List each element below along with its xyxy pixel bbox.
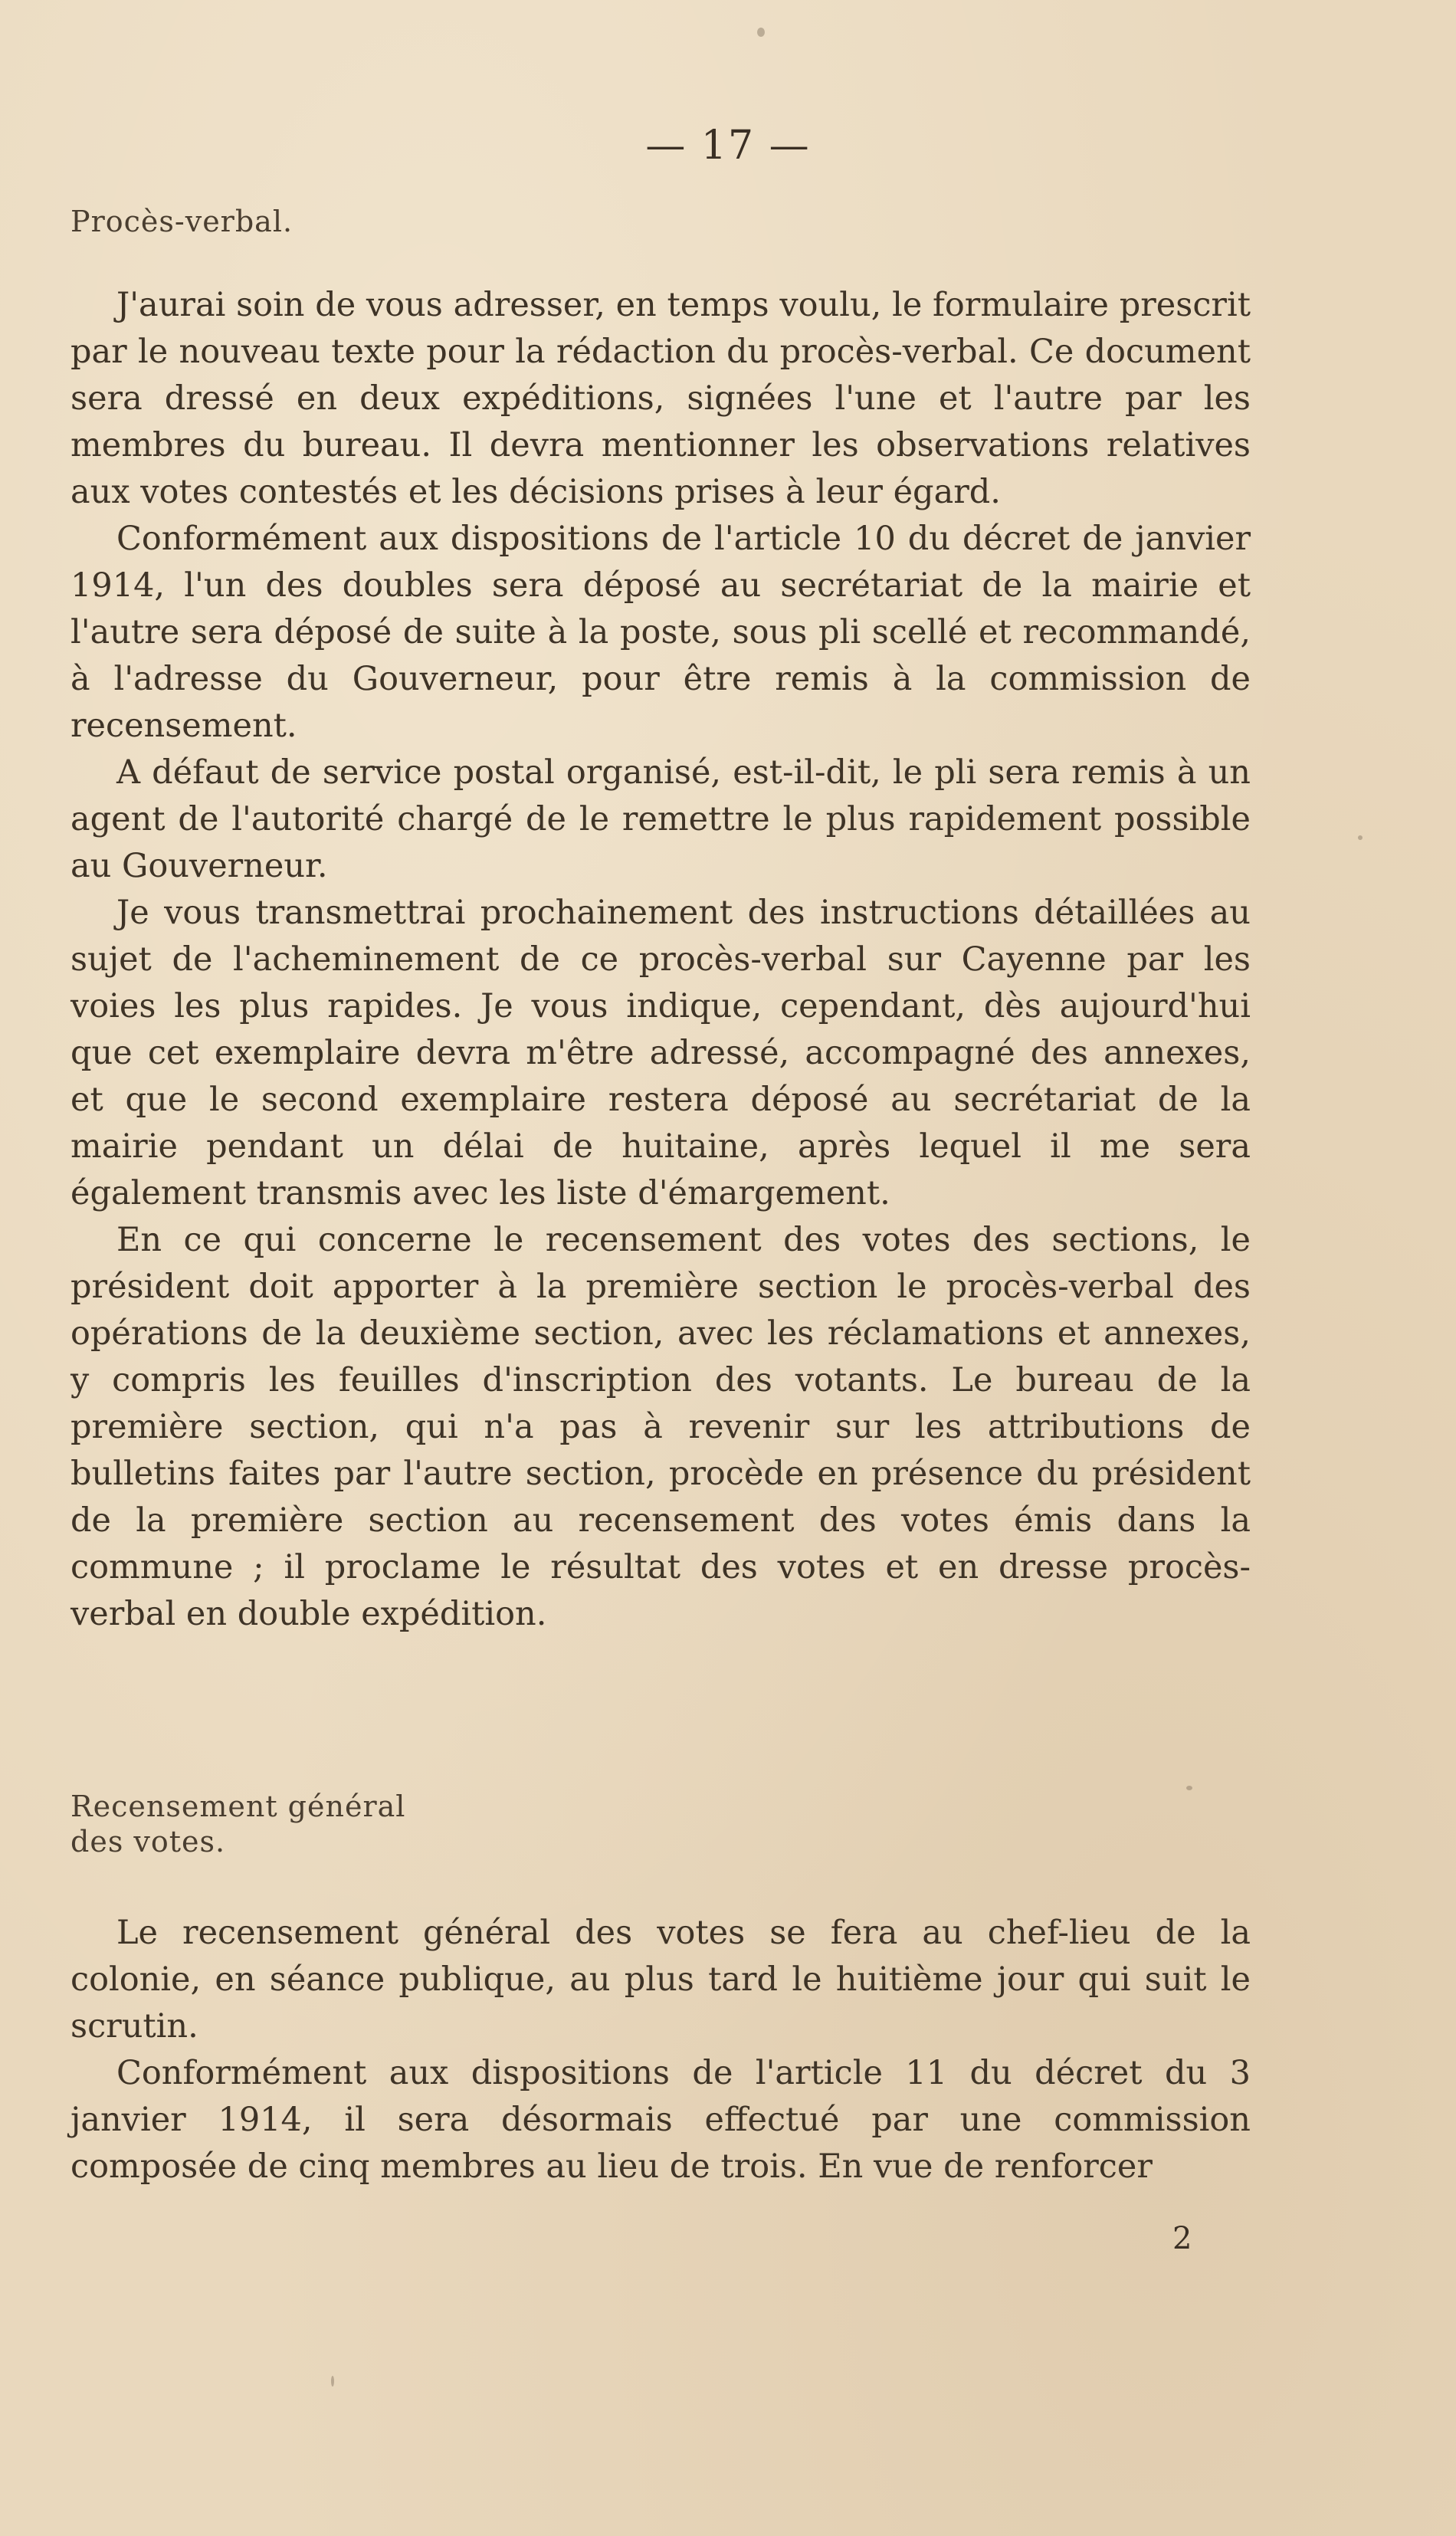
paper-speck	[757, 28, 765, 37]
paper-speck	[1186, 1786, 1192, 1790]
section-proces-verbal	[71, 282, 1251, 1638]
paragraph: En ce qui concerne le recensement des votes des sections, le président doit apporter à la première section le procès-verbal des opérations de la deuxième section, avec les réclamations et annexes, y compris les feuilles d'inscription des votants. Le bureau de la première section, qui n'a pas à revenir sur les attributions de bulletins faites par l'autre section, procède en présence du président de la première section au recensement des votes émis dans la commune ; il proclame le résultat des votes et en dresse procès-verbal en double expédition.	[71, 1221, 1251, 1633]
paragraph: Je vous transmettrai prochainement des instructions détaillées au sujet de l'acheminement de ce procès-verbal sur Cayenne par les voies les plus rapides. Je vous indique, cependant, dès aujourd'hui que cet exemplaire devra m'être adressé, accompagné des annexes, et que le second exemplaire restera déposé au secrétariat de la mairie pendant un délai de huitaine, après lequel il me sera également transmis avec les liste d'émargement.	[71, 894, 1251, 1212]
paper-speck	[1358, 835, 1363, 840]
page-number: — 17 —	[645, 123, 811, 169]
paragraph: Conformément aux dispositions de l'article 10 du décret de janvier 1914, l'un des doubles sera déposé au secrétariat de la mairie et l'autre sera déposé de suite à la poste, sous pli scellé et recommandé, à l'adresse du Gouverneur, pour être remis à la commission de recensement.	[71, 520, 1251, 745]
paragraph: Conformément aux dispositions de l'article 11 du décret du 3 janvier 1914, il sera désormais effectué par une commission composée de cinq membres au lieu de trois. En vue de renforcer	[71, 2054, 1251, 2186]
margin-note-recensement-general: Recensement général des votes.	[71, 1790, 406, 1859]
paper-speck	[331, 2376, 334, 2387]
paragraph: A défaut de service postal organisé, est-il-dit, le pli sera remis à un agent de l'autorité chargé de le remettre le plus rapidement possible au Gouverneur.	[71, 753, 1251, 885]
margin-note-proces-verbal: Procès-verbal.	[71, 205, 293, 238]
section-recensement-general	[71, 1910, 1251, 2190]
paragraph: Le recensement général des votes se fera au chef-lieu de la colonie, en séance publique, au plus tard le huitième jour qui suit le scrutin.	[71, 1914, 1251, 2046]
paragraph: J'aurai soin de vous adresser, en temps voulu, le formulaire prescrit par le nouveau texte pour la rédaction du procès-verbal. Ce document sera dressé en deux expéditions, signées l'une et l'autre par les membres du bureau. Il devra mentionner les observations relatives aux votes contestés et les décisions prises à leur égard.	[71, 286, 1251, 511]
signature-mark: 2	[1172, 2221, 1192, 2256]
